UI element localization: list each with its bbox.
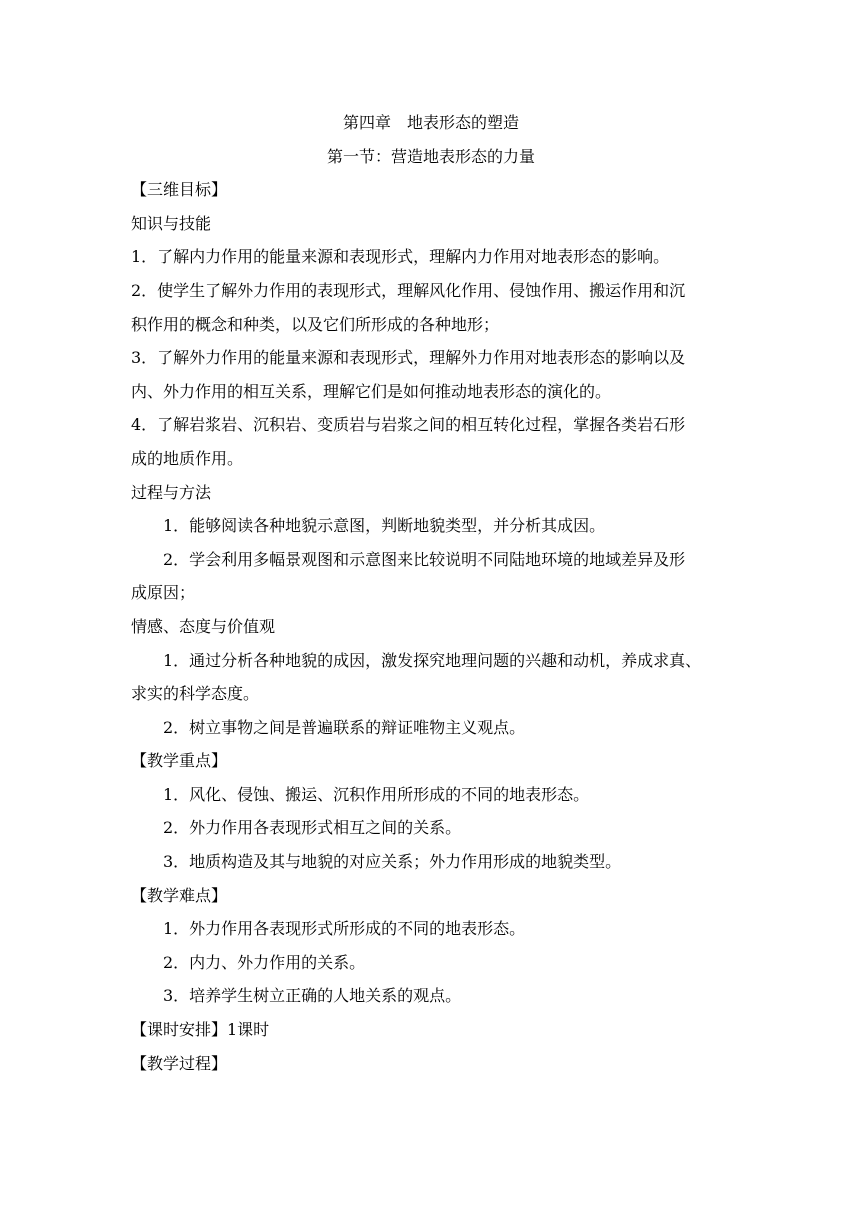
emotion-item-1: 1．通过分析各种地貌的成因，激发探究地理问题的兴趣和动机，养成求真、 xyxy=(163,650,702,670)
goals-heading: 【三维目标】 xyxy=(131,180,228,200)
process-heading: 过程与方法 xyxy=(131,482,212,502)
emotion-heading: 情感、态度与价值观 xyxy=(131,616,276,636)
chapter-title: 第四章 地表形态的塑造 xyxy=(342,113,519,132)
knowledge-item-1: 1．了解内力作用的能量来源和表现形式，理解内力作用对地表形态的影响。 xyxy=(131,247,670,267)
difficulties-heading: 【教学难点】 xyxy=(131,885,228,905)
process-item-2: 2．学会利用多幅景观图和示意图来比较说明不同陆地环境的地域差异及形 xyxy=(163,549,686,569)
key-point-3: 3．地质构造及其与地貌的对应关系；外力作用形成的地貌类型。 xyxy=(163,852,622,872)
knowledge-item-2-cont: 积作用的概念和种类，以及它们所形成的各种地形； xyxy=(131,314,500,334)
section-title: 第一节：营造地表形态的力量 xyxy=(326,146,535,166)
knowledge-heading: 知识与技能 xyxy=(131,213,212,233)
knowledge-item-4-cont: 成的地质作用。 xyxy=(131,448,244,468)
key-points-heading: 【教学重点】 xyxy=(131,751,228,771)
key-point-1: 1．风化、侵蚀、搬运、沉积作用所形成的不同的地表形态。 xyxy=(163,784,590,804)
difficulty-1: 1．外力作用各表现形式所形成的不同的地表形态。 xyxy=(163,919,526,939)
emotion-item-2: 2．树立事物之间是普遍联系的辩证唯物主义观点。 xyxy=(163,717,526,737)
schedule-line: 【课时安排】1课时 xyxy=(131,1020,270,1040)
knowledge-item-3-cont: 内、外力作用的相互关系，理解它们是如何推动地表形态的演化的。 xyxy=(131,381,612,401)
knowledge-item-4: 4．了解岩浆岩、沉积岩、变质岩与岩浆之间的相互转化过程，掌握各类岩石形 xyxy=(131,415,686,435)
emotion-item-1-cont: 求实的科学态度。 xyxy=(131,684,260,704)
knowledge-item-3: 3．了解外力作用的能量来源和表现形式，理解外力作用对地表形态的影响以及 xyxy=(131,348,686,368)
process-item-1: 1．能够阅读各种地貌示意图，判断地貌类型，并分析其成因。 xyxy=(163,516,606,536)
difficulty-2: 2．内力、外力作用的关系。 xyxy=(163,952,366,972)
difficulty-3: 3．培养学生树立正确的人地关系的观点。 xyxy=(163,986,462,1006)
teaching-process-heading: 【教学过程】 xyxy=(131,1053,228,1073)
key-point-2: 2．外力作用各表现形式相互之间的关系。 xyxy=(163,818,462,838)
knowledge-item-2: 2．使学生了解外力作用的表现形式，理解风化作用、侵蚀作用、搬运作用和沉 xyxy=(131,280,686,300)
process-item-2-cont: 成原因； xyxy=(131,583,196,603)
document-page xyxy=(131,106,731,1080)
